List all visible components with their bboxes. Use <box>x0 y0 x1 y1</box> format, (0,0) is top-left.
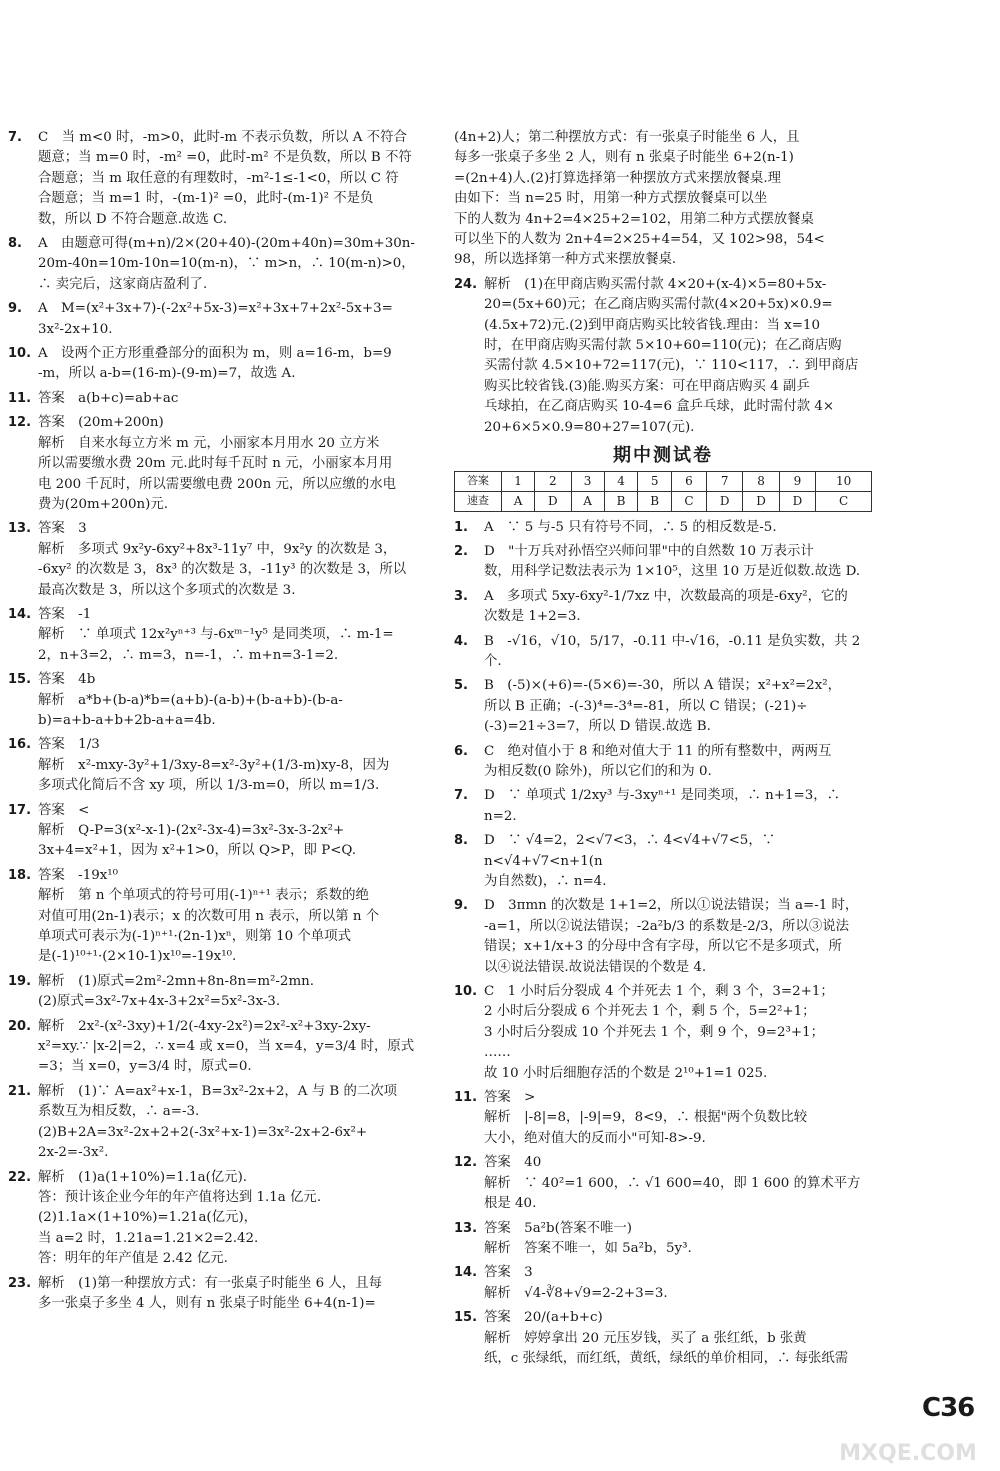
question-number: 7. <box>8 130 22 145</box>
answer-line: 答案 > <box>484 1090 536 1106</box>
answer-line: 每多一张桌子多坐 2 人，则有 n 张桌子时能坐 6+2(n-1) <box>454 150 794 166</box>
answer-line: (2)1.1a×(1+10%)=1.21a(亿元)， <box>38 1210 258 1226</box>
answer-line: 解析 自来水每立方米 m 元，小丽家本月用水 20 立方米 <box>38 435 380 451</box>
answer-line: 题意；当 m=0 时，-m² =0，此时-m² 不是负数，所以 B 不符 <box>38 150 412 166</box>
answer-line: =3；当 x=0，y=3/4 时，原式=0. <box>38 1059 252 1075</box>
answer-line: 下的人数为 4n+2=4×25+2=102，用第二种方式摆放餐桌 <box>454 211 814 227</box>
answer-line: 纸，c 张绿纸，而红纸，黄纸，绿纸的单价相同，∴ 每张纸需 <box>484 1350 849 1366</box>
question-number: 3. <box>454 588 468 604</box>
answer-item <box>8 735 444 796</box>
table-number: 10 <box>816 471 872 491</box>
answer-line: A 设两个正方形重叠部分的面积为 m，则 a=16-m，b=9 <box>38 346 392 362</box>
table-number: 1 <box>502 471 535 491</box>
table-answer: D <box>706 491 742 511</box>
answer-line: 以④说法错误.故说法错误的个数是 4. <box>484 959 707 975</box>
question-number: 15. <box>454 1310 478 1326</box>
answer-item <box>454 1263 872 1304</box>
answer-line: 解析 Q-P=3(x²-x-1)-(2x²-3x-4)=3x²-3x-3-2x²+ <box>38 823 345 838</box>
answer-line: A M=(x²+3x+7)-(-2x²+5x-3)=x²+3x+7+2x²-5x+3= <box>38 301 393 317</box>
answer-line: 解析 √4-∛8+√9=2-2+3=3. <box>484 1285 668 1301</box>
answer-line: 20=(5x+60)元；在乙商店购买需付款(4×20+5x)×0.9= <box>484 297 833 313</box>
answer-line: B -√16，√10，5/17，-0.11 中-√16，-0.11 是负实数，共 2 个. <box>484 633 865 669</box>
question-number: 9. <box>8 301 22 317</box>
question-number: 24. <box>454 276 478 292</box>
table-number: 3 <box>571 471 604 491</box>
answer-table-number-row <box>455 471 872 491</box>
question-number: 18. <box>8 867 32 883</box>
answer-line: =(2n+4)人.(2)打算选择第一种摆放方式来摆放餐桌.理 <box>454 170 782 186</box>
table-answer: D <box>535 491 571 511</box>
question-number: 13. <box>454 1220 478 1236</box>
answer-line: 次数是 1+2=3. <box>484 609 581 625</box>
table-number: 8 <box>743 471 779 491</box>
table-answer: C <box>672 491 707 511</box>
answer-line: 是(-1)¹⁰⁺¹·(2×10-1)x¹⁰=-19x¹⁰. <box>38 949 237 965</box>
answer-line: 故 10 小时后细胞存活的个数是 2¹⁰+1=1 025. <box>484 1065 768 1081</box>
table-number: 6 <box>672 471 707 491</box>
answer-item <box>8 413 444 515</box>
answer-line: 当 a=2 时，1.21a=1.21×2=2.42. <box>38 1230 259 1246</box>
table-number: 7 <box>706 471 742 491</box>
answer-line: 乓球拍，在乙商店购买 10-4=6 盒乒乓球，此时需付款 4× <box>484 399 835 415</box>
answer-item <box>454 1308 872 1369</box>
table-answer: B <box>638 491 672 511</box>
question-number: 19. <box>8 973 32 989</box>
table-answer: D <box>743 491 779 511</box>
question-number: 10. <box>454 984 478 1000</box>
answer-item <box>8 1168 444 1270</box>
right-top-answers <box>454 128 872 438</box>
answer-line: (2)B+2A=3x²-2x+2+2(-3x²+x-1)=3x²-2x+2-6x²+ <box>38 1124 368 1140</box>
question-number: 9. <box>454 898 468 914</box>
answer-table-answer-row <box>455 491 872 511</box>
answer-line: 3 小时后分裂成 10 个并死去 1 个，剩 9 个，9=2³+1； <box>484 1024 825 1040</box>
answer-line: 解析 婷婷拿出 20 元压岁钱，买了 a 张红纸，b 张黄 <box>484 1330 807 1346</box>
question-number: 7. <box>454 788 468 804</box>
answer-item <box>454 128 872 271</box>
answer-item <box>454 632 872 673</box>
answer-line: 数，所以 D 不符合题意.故选 C. <box>38 211 228 227</box>
answer-line: 数，用科学记数法表示为 1×10⁵，这里 10 万是近似数.故选 D. <box>484 564 861 580</box>
right-bottom-answers <box>454 518 872 1370</box>
answer-line: 答案 (20m+200n) <box>38 415 164 431</box>
answer-line: D "十万兵对孙悟空兴师问罪"中的自然数 10 万表示计 <box>484 543 814 559</box>
answer-line: …… <box>484 1045 511 1061</box>
answer-line: 所以需要缴水费 20m 元.此时每千瓦时 n 元，小丽家本月用 <box>38 456 393 472</box>
answer-line: 答：明年的年产值是 2.42 亿元. <box>38 1251 228 1267</box>
answer-item <box>8 389 444 409</box>
answer-line: 为自然数)，∴ n=4. <box>484 874 607 889</box>
question-number: 17. <box>8 802 32 818</box>
answer-line: B (-5)×(+6)=-(5×6)=-30，所以 A 错误；x²+x²=2x²， <box>484 678 842 694</box>
watermark-logo <box>818 1430 998 1470</box>
left-column <box>8 128 444 1318</box>
table-answer: A <box>571 491 604 511</box>
answer-line: 为相反数(0 除外)，所以它们的和为 0. <box>484 763 712 779</box>
answer-line: 2x-2=-3x². <box>38 1145 109 1161</box>
answer-line: D 3πmn 的次数是 1+1=2，所以①说法错误；当 a=-1 时， <box>484 898 859 914</box>
answer-line: C 1 小时后分裂成 4 个并死去 1 个，剩 3 个，3=2+1； <box>484 984 834 1000</box>
answer-item <box>8 670 444 731</box>
answer-item <box>8 972 444 1013</box>
table-answer: A <box>502 491 535 511</box>
answer-line: 合题意；当 m 取任意的有理数时，-m²-1≤-1<0，所以 C 符 <box>38 170 399 186</box>
answer-line: 所以 B 正确；-(-3)⁴=-3⁴=-81，所以 C 错误；(-21)÷ <box>484 698 808 714</box>
answer-line: x²=xy.∵ |x-2|=2，∴ x=4 或 x=0，当 x=4，y=3/4 时，原式 <box>38 1039 415 1055</box>
watermark-text: MXQE.COM <box>839 1441 977 1466</box>
answer-line: 解析 (1)原式=2m²-2mn+8n-8n=m²-2mn. <box>38 973 315 989</box>
table-number: 9 <box>779 471 815 491</box>
answer-item <box>454 587 872 628</box>
answer-line: 解析 2x²-(x²-3xy)+1/2(-4xy-2x²)=2x²-x²+3xy-2xy- <box>38 1018 371 1034</box>
answer-line: -a=1，所以②说法错误；-2a²b/3 的系数是-2/3，所以③说法 <box>484 918 849 934</box>
answer-line: 解析 x²-mxy-3y²+1/3xy-8=x²-3y²+(1/3-m)xy-8，因为 <box>38 757 390 773</box>
answer-item <box>8 234 444 295</box>
answer-item <box>454 1219 872 1260</box>
answer-line: 答案 -19x¹⁰ <box>38 867 119 883</box>
answer-line: D ∵ √4=2，2<√7<3，∴ 4<√4+√7<5，∵ n<√4+√7<n+1(n <box>484 833 780 869</box>
answer-line: D ∵ 单项式 1/2xy³ 与-3xyⁿ⁺¹ 是同类项，∴ n+1=3，∴ n=2. <box>484 788 845 824</box>
answer-table-label: 答案 <box>455 471 502 491</box>
answer-item <box>454 1153 872 1214</box>
answer-item <box>8 1274 444 1315</box>
answer-line: 2，n+3=2，∴ m=3，n=-1，∴ m+n=3-1=2. <box>38 647 339 663</box>
answer-line: 可以坐下的人数为 2n+4=2×25+4=54，又 102>98，54< <box>454 232 825 248</box>
answer-line: ∴ 卖完后，这家商店盈利了. <box>38 276 208 292</box>
answer-line: 答：预计该企业今年的年产值将达到 1.1a 亿元. <box>38 1189 322 1205</box>
question-number: 6. <box>454 743 468 759</box>
question-number: 21. <box>8 1083 32 1099</box>
answer-item <box>8 519 444 601</box>
section-title: 期中测试卷 <box>613 445 713 467</box>
question-number: 11. <box>454 1090 478 1106</box>
question-number: 16. <box>8 737 32 753</box>
answer-line: 最高次数是 3，所以这个多项式的次数是 3. <box>38 582 296 598</box>
answer-line: 多项式化简后不含 xy 项，所以 1/3-m=0，所以 m=1/3. <box>38 778 380 794</box>
answer-line: A ∵ 5 与-5 只有符号不同，∴ 5 的相反数是-5. <box>484 519 777 535</box>
table-number: 4 <box>604 471 638 491</box>
answer-line: 购买比较省钱.(3)能.购买方案：可在甲商店购买 4 副乒 <box>484 378 810 394</box>
question-number: 14. <box>8 606 32 622</box>
answer-line: 解析 (1)第一种摆放方式：有一张桌子时能坐 6 人，且每 <box>38 1275 382 1291</box>
answer-line: (4n+2)人；第二种摆放方式：有一张桌子时能坐 6 人，且 <box>454 130 800 145</box>
answer-line: 多一张桌子多坐 4 人，则有 n 张桌子时能坐 6+4(n-1)= <box>38 1295 376 1311</box>
answer-line: (4.5x+72)元.(2)到甲商店购买比较省钱.理由：当 x=10 <box>484 317 820 333</box>
answer-line: 答案 1/3 <box>38 737 100 753</box>
answer-item <box>8 605 444 666</box>
answer-line: (2)原式=3x²-7x+4x-3+2x²=5x²-3x-3. <box>38 994 281 1010</box>
answer-item <box>454 831 872 892</box>
question-number: 20. <box>8 1018 32 1034</box>
answer-table-label: 速查 <box>455 491 502 511</box>
right-column <box>454 128 872 1373</box>
question-number: 15. <box>8 672 32 688</box>
answer-line: 98，所以选择第一种方式来摆放餐桌. <box>454 252 677 268</box>
question-number: 10. <box>8 346 32 362</box>
question-number: 8. <box>454 833 468 849</box>
question-number: 12. <box>454 1155 478 1171</box>
question-number: 22. <box>8 1169 32 1185</box>
table-answer: D <box>779 491 815 511</box>
answer-quick-check-table <box>454 471 872 512</box>
answer-line: 答案 -1 <box>38 606 92 622</box>
answer-item <box>454 676 872 737</box>
question-number: 2. <box>454 543 468 559</box>
answer-line: 答案 5a²b(答案不唯一) <box>484 1220 633 1236</box>
answer-item <box>454 518 872 538</box>
answer-line: 系数互为相反数，∴ a=-3. <box>38 1104 200 1120</box>
answer-item <box>8 344 444 385</box>
answer-line: C 绝对值小于 8 和绝对值大于 11 的所有整数中，两两互 <box>484 743 832 759</box>
answer-line: -6xy² 的次数是 3，8x³ 的次数是 3，-11y³ 的次数是 3，所以 <box>38 562 407 578</box>
answer-line: 错误；x+1/x+3 的分母中含有字母，所以它不是多项式，所 <box>484 939 842 955</box>
answer-line: 20+6×5×0.9=80+27=107(元). <box>484 419 695 435</box>
answer-line: -m，所以 a-b=(16-m)-(9-m)=7，故选 A. <box>38 366 296 382</box>
answer-line: 解析 (1)a(1+10%)=1.1a(亿元). <box>38 1169 248 1185</box>
table-number: 2 <box>535 471 571 491</box>
question-number: 1. <box>454 519 468 535</box>
answer-line: 答案 20/(a+b+c) <box>484 1310 603 1326</box>
answer-item <box>8 1017 444 1078</box>
answer-line: b)=a+b-a+b+2b-a+a=4b. <box>38 712 216 728</box>
question-number: 14. <box>454 1265 478 1281</box>
table-answer: C <box>816 491 872 511</box>
answer-line: 解析 a*b+(b-a)*b=(a+b)-(a-b)+(b-a+b)-(b-a- <box>38 692 343 708</box>
answer-item <box>8 128 444 230</box>
answer-line: 解析 ∵ 单项式 12x²yⁿ⁺³ 与-6xᵐ⁻¹y⁵ 是同类项，∴ m-1= <box>38 627 394 643</box>
answer-item <box>454 275 872 438</box>
answer-line: 解析 答案不唯一，如 5a²b，5y³. <box>484 1240 692 1256</box>
answer-line: 电 200 千瓦时，所以需要缴电费 200n 元，所以应缴的水电 <box>38 476 396 492</box>
question-number: 11. <box>8 390 32 406</box>
answer-line: A 由题意可得(m+n)/2×(20+40)-(20m+40n)=30m+30n- <box>38 236 415 252</box>
answer-item <box>8 1082 444 1164</box>
answer-line: 时，在甲商店购买需付款 5×10+60=110(元)；在乙商店购 <box>484 338 842 354</box>
answer-item <box>454 1088 872 1149</box>
answer-line: 3x+4=x²+1，因为 x²+1>0，所以 Q>P，即 P<Q. <box>38 843 356 859</box>
answer-item <box>454 896 872 978</box>
answer-line: 对值可用(2n-1)表示；x 的次数可用 n 表示，所以第 n 个 <box>38 908 380 924</box>
answer-item <box>8 801 444 862</box>
answer-item <box>454 786 872 827</box>
answer-line: 由如下：当 n=25 时，用第一种方式摆放餐桌可以坐 <box>454 191 768 207</box>
answer-item <box>8 299 444 340</box>
table-number: 5 <box>638 471 672 491</box>
answer-line: 根是 40. <box>484 1196 537 1212</box>
answer-line: (-3)=21÷3=7，所以 D 错误.故选 B. <box>484 719 711 735</box>
answer-line: 答案 4b <box>38 672 96 688</box>
question-number: 8. <box>8 236 22 252</box>
answer-line: 解析 ∵ 40²=1 600，∴ √1 600=40，即 1 600 的算术平方 <box>484 1175 861 1191</box>
question-number: 5. <box>454 678 468 694</box>
answer-line: 大小，绝对值大的反而小"可知-8>-9. <box>484 1130 706 1146</box>
answer-line: 解析 (1)在甲商店购买需付款 4×20+(x-4)×5=80+5x- <box>484 276 827 292</box>
answer-item <box>454 982 872 1084</box>
answer-line: 解析 第 n 个单项式的符号可用(-1)ⁿ⁺¹ 表示；系数的绝 <box>38 888 369 904</box>
table-answer: B <box>604 491 638 511</box>
question-number: 4. <box>454 633 468 649</box>
question-number: 13. <box>8 521 32 537</box>
answer-line: 答案 3 <box>484 1265 533 1281</box>
answer-line: 3x²-2x+10. <box>38 321 113 337</box>
answer-line: 答案 40 <box>484 1155 542 1171</box>
answer-line: 合题意；当 m=1 时，-(m-1)² =0，此时-(m-1)² 不是负 <box>38 191 374 207</box>
answer-line: A 多项式 5xy-6xy²-1/7xz 中，次数最高的项是-6xy²，它的 <box>484 588 848 604</box>
answer-item <box>8 866 444 968</box>
question-number: 23. <box>8 1275 32 1291</box>
answer-line: C 当 m<0 时，-m>0，此时-m 不表示负数，所以 A 不符合 <box>38 130 407 145</box>
answer-line: 答案 < <box>38 802 90 818</box>
answer-line: 解析 多项式 9x²y-6xy²+8x³-11y⁷ 中，9x²y 的次数是 3， <box>38 541 397 557</box>
answer-line: 2 小时后分裂成 6 个并死去 1 个，剩 5 个，5=2²+1； <box>484 1004 816 1020</box>
answer-line: 解析 (1)∵ A=ax²+x-1，B=3x²-2x+2，A 与 B 的二次项 <box>38 1083 398 1099</box>
answer-line: 答案 3 <box>38 521 87 537</box>
answer-line: 费为(20m+200n)元. <box>38 496 169 512</box>
answer-line: 买需付款 4.5×10+72=117(元)，∵ 110<117，∴ 到甲商店 <box>484 358 859 374</box>
answer-line: 20m-40n=10m-10n=10(m-n)，∵ m>n，∴ 10(m-n)>0， <box>38 256 415 272</box>
answer-item <box>454 542 872 583</box>
question-number: 12. <box>8 415 32 431</box>
answer-line: 答案 a(b+c)=ab+ac <box>38 390 179 406</box>
page-number: C36 <box>922 1393 975 1423</box>
answer-item <box>454 742 872 783</box>
answer-line: 单项式可表示为(-1)ⁿ⁺¹·(2n-1)xⁿ，则第 10 个单项式 <box>38 929 351 945</box>
answer-line: 解析 |-8|=8，|-9|=9，8<9，∴ 根据"两个负数比较 <box>484 1110 808 1126</box>
